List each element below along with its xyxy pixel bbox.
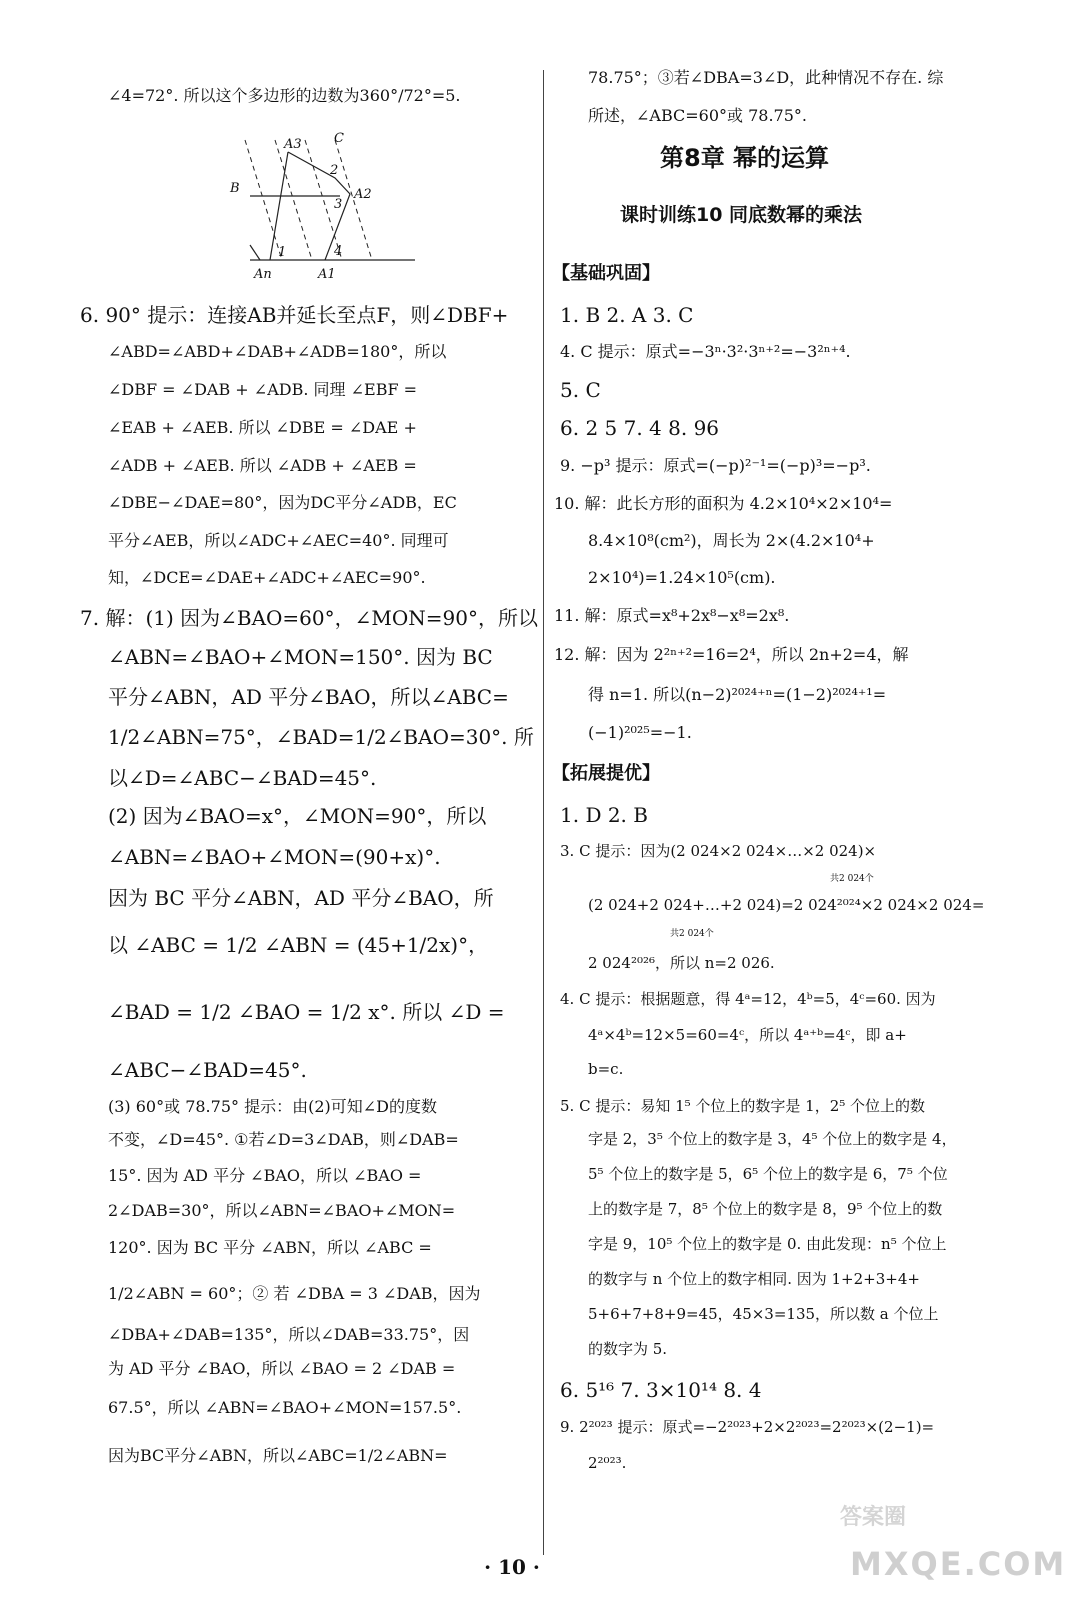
text-line: 4ᵃ×4ᵇ=12×5=60=4ᶜ，所以 4ᵃ⁺ᵇ=4ᶜ，即 a+ — [588, 1026, 907, 1044]
text-line: 以 ∠ABC = 1/2 ∠ABN = (45+1/2x)°， — [108, 933, 489, 957]
text-line: 以∠D=∠ABC−∠BAD=45°. — [108, 766, 377, 790]
text-line: ∠DBA+∠DAB=135°，所以∠DAB=33.75°，因 — [108, 1325, 470, 1344]
text-line: 平分∠ABN，AD 平分∠BAO，所以∠ABC= — [108, 685, 509, 709]
label-c: C — [334, 131, 344, 146]
label-2: 2 — [330, 163, 339, 178]
text-line: 4. C 提示：原式=−3ⁿ·3²·3ⁿ⁺²=−3²ⁿ⁺⁴. — [560, 342, 851, 361]
text-line: 因为BC平分∠ABN，所以∠ABC=1/2∠ABN= — [108, 1446, 448, 1465]
text-line: 上的数字是 7，8⁵ 个位上的数字是 8，9⁵ 个位上的数 — [588, 1200, 943, 1218]
label-an: An — [254, 267, 272, 282]
text-line: (−1)²⁰²⁵=−1. — [588, 723, 692, 742]
polygon-edge — [270, 152, 288, 260]
text-line: 字是 2，3⁵ 个位上的数字是 3，4⁵ 个位上的数字是 4， — [588, 1130, 957, 1148]
text-line: 得 n=1. 所以(n−2)²⁰²⁴⁺ⁿ=(1−2)²⁰²⁴⁺¹= — [588, 685, 887, 704]
label-a1: A1 — [318, 267, 336, 282]
lesson-title: 课时训练10 同底数幂的乘法 — [620, 204, 863, 226]
text-line: 9. 2²⁰²³ 提示：原式=−2²⁰²³+2×2²⁰²³=2²⁰²³×(2−1)= — [560, 1418, 935, 1436]
text-line: 6. 5¹⁶ 7. 3×10¹⁴ 8. 4 — [560, 1378, 762, 1402]
text-line: 9. −p³ 提示：原式=(−p)²⁻¹=(−p)³=−p³. — [560, 456, 871, 475]
label-a2: A2 — [354, 187, 372, 202]
text-line: 的数字与 n 个位上的数字相同. 因为 1+2+3+4+ — [588, 1270, 920, 1288]
text-line: 的数字为 5. — [588, 1340, 668, 1358]
text-line: 1. D 2. B — [560, 803, 648, 827]
text-line: 2 024²⁰²⁶，所以 n=2 026. — [588, 954, 775, 972]
text-line: 5+6+7+8+9=45，45×3=135，所以数 a 个位上 — [588, 1305, 939, 1323]
text-line: 5. C 提示：易知 1⁵ 个位上的数字是 1，2⁵ 个位上的数 — [560, 1097, 926, 1115]
text-line: (2 024+2 024+…+2 024)=2 024²⁰²⁴×2 024×2 024= — [588, 896, 985, 914]
text-line: 5⁵ 个位上的数字是 5，6⁵ 个位上的数字是 6，7⁵ 个位 — [588, 1165, 948, 1183]
text-line: 1/2∠ABN = 60°；② 若 ∠DBA = 3 ∠DAB，因为 — [108, 1284, 481, 1303]
text-line: (3) 60°或 78.75° 提示：由(2)可知∠D的度数 — [108, 1097, 437, 1116]
label-a3: A3 — [284, 137, 302, 152]
label-b: B — [230, 181, 240, 196]
text-line: 1/2∠ABN=75°，∠BAD=1/2∠BAO=30°. 所 — [108, 725, 534, 749]
text-line: ∠DBE−∠DAE=80°，因为DC平分∠ADB，EC — [108, 493, 457, 512]
text-line: 2²⁰²³. — [588, 1454, 627, 1472]
text-line: ∠4=72°. 所以这个多边形的边数为360°/72°=5. — [108, 86, 461, 105]
text-line: 平分∠AEB，所以∠ADC+∠AEC=40°. 同理可 — [108, 531, 449, 550]
text-line: 字是 9，10⁵ 个位上的数字是 0. 由此发现：n⁵ 个位上 — [588, 1235, 947, 1253]
chapter-title: 第8章 幂的运算 — [660, 144, 830, 172]
text-line: 1. B 2. A 3. C — [560, 303, 694, 327]
text-line: 4. C 提示：根据题意，得 4ᵃ=12，4ᵇ=5，4ᶜ=60. 因为 — [560, 990, 936, 1008]
text-line: 15°. 因为 AD 平分 ∠BAO，所以 ∠BAO = — [108, 1166, 422, 1185]
text-line: ∠ABN=∠BAO+∠MON=150°. 因为 BC — [108, 645, 493, 669]
text-line: 为 AD 平分 ∠BAO，所以 ∠BAO = 2 ∠DAB = — [108, 1359, 456, 1378]
column-divider — [543, 70, 544, 1555]
text-line: 所述，∠ABC=60°或 78.75°. — [588, 106, 808, 125]
polygon-edge — [250, 245, 260, 260]
label-1: 1 — [278, 245, 287, 260]
label-3: 3 — [334, 197, 343, 212]
page-number: · 10 · — [484, 1555, 540, 1579]
text-line: ∠ABD=∠ABD+∠DAB+∠ADB=180°，所以 — [108, 342, 447, 361]
text-line: 67.5°，所以 ∠ABN=∠BAO+∠MON=157.5°. — [108, 1398, 462, 1417]
text-line: ∠BAD = 1/2 ∠BAO = 1/2 x°. 所以 ∠D = — [108, 1000, 505, 1024]
brace-note: 共2 024个 — [830, 874, 874, 884]
watermark-logo: 答案圈 — [840, 1505, 907, 1530]
text-line: ∠EAB + ∠AEB. 所以 ∠DBE = ∠DAE + — [108, 418, 417, 437]
text-line: ∠ABC−∠BAD=45°. — [108, 1058, 307, 1082]
text-line: 10. 解：此长方形的面积为 4.2×10⁴×2×10⁴= — [554, 494, 893, 513]
text-line: 知，∠DCE=∠DAE+∠ADC+∠AEC=90°. — [108, 568, 426, 587]
text-line: 5. C — [560, 378, 601, 402]
text-line: 11. 解：原式=x⁸+2x⁸−x⁸=2x⁸. — [554, 606, 790, 625]
text-line: 8.4×10⁸(cm²)，周长为 2×(4.2×10⁴+ — [588, 531, 875, 550]
text-line: 因为 BC 平分∠ABN，AD 平分∠BAO，所 — [108, 886, 494, 910]
text-line: 78.75°；③若∠DBA=3∠D，此种情况不存在. 综 — [588, 68, 944, 87]
polygon-figure — [230, 130, 420, 290]
text-line: (2) 因为∠BAO=x°，∠MON=90°，所以 — [108, 804, 487, 828]
text-line: 12. 解：因为 2²ⁿ⁺²=16=2⁴，所以 2n+2=4，解 — [554, 645, 909, 664]
section-heading: 【基础巩固】 — [552, 263, 660, 284]
label-4: 4 — [334, 244, 343, 259]
text-line: ∠DBF = ∠DAB + ∠ADB. 同理 ∠EBF = — [108, 380, 418, 399]
brace-note: 共2 024个 — [670, 929, 714, 939]
text-line: 3. C 提示：因为(2 024×2 024×…×2 024)× — [560, 842, 877, 860]
text-line: 不变，∠D=45°. ①若∠D=3∠DAB，则∠DAB= — [108, 1130, 459, 1149]
text-line: ∠ADB + ∠AEB. 所以 ∠ADB + ∠AEB = — [108, 456, 417, 475]
text-line: 2×10⁴)=1.24×10⁵(cm). — [588, 568, 776, 587]
text-line: 6. 90° 提示：连接AB并延长至点F，则∠DBF+ — [80, 303, 509, 327]
watermark-url: MXQE.COM — [850, 1545, 1066, 1583]
text-line: ∠ABN=∠BAO+∠MON=(90+x)°. — [108, 845, 441, 869]
section-heading: 【拓展提优】 — [552, 763, 660, 784]
text-line: b=c. — [588, 1060, 624, 1078]
text-line: 120°. 因为 BC 平分 ∠ABN，所以 ∠ABC = — [108, 1238, 432, 1257]
text-line: 6. 2 5 7. 4 8. 96 — [560, 416, 720, 440]
text-line: 7. 解：(1) 因为∠BAO=60°，∠MON=90°，所以 — [80, 606, 538, 630]
text-line: 2∠DAB=30°，所以∠ABN=∠BAO+∠MON= — [108, 1201, 456, 1220]
